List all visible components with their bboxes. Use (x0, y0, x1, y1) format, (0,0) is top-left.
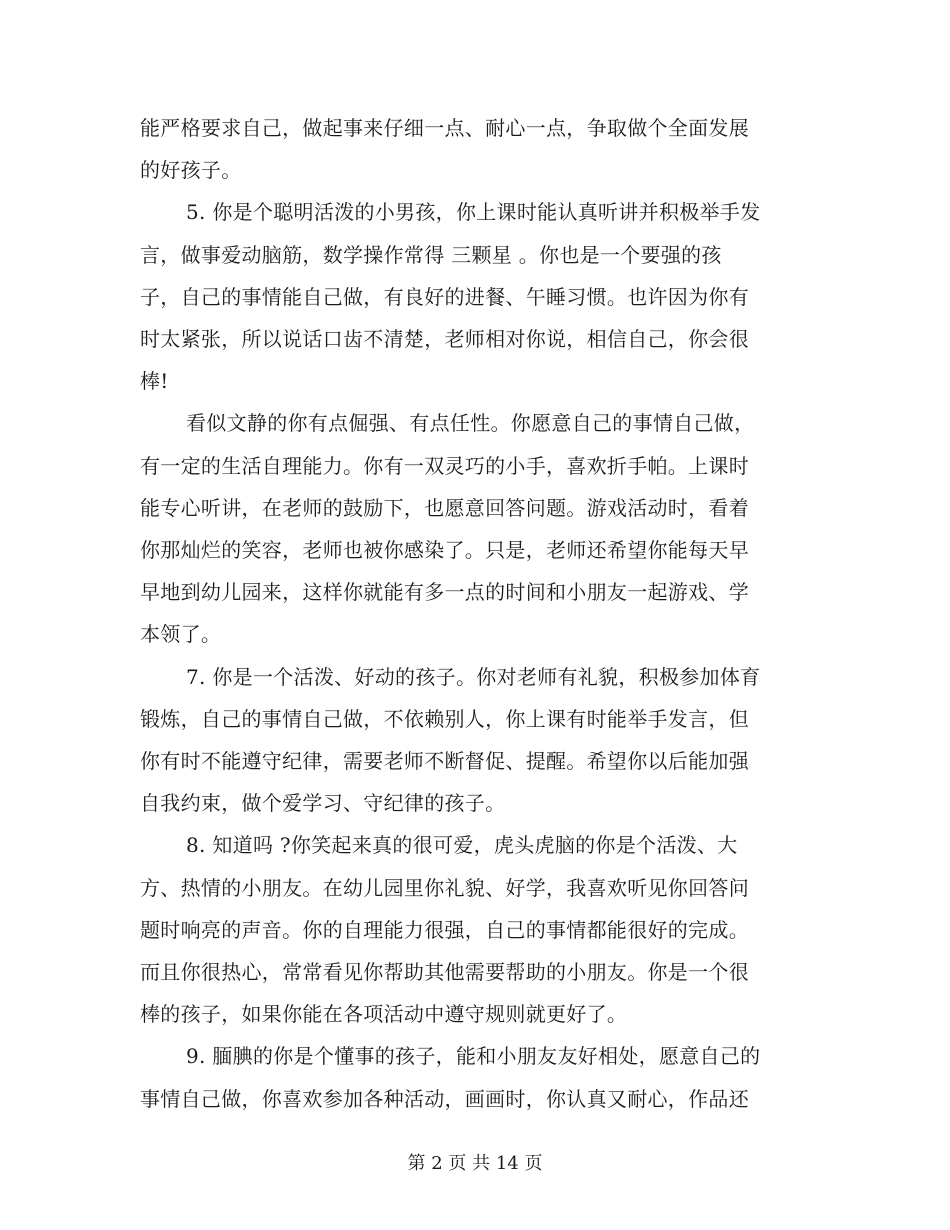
text-line: 9. 腼腆的你是个懂事的孩子，能和小朋友友好相处，愿意自己的 (186, 1044, 761, 1068)
text-line: 子，自己的事情能自己做，有良好的进餐、午睡习惯。也许因为你有 (140, 285, 749, 309)
text-line: 本领了。 (140, 622, 222, 646)
text-line: 8. 知道吗 ?你笑起来真的很可爱，虎头虎脑的你是个活泼、大 (186, 833, 738, 857)
text-line: 锻炼，自己的事情自己做，不依赖别人，你上课有时能举手发言，但 (140, 707, 749, 731)
text-line: 时太紧张，所以说话口齿不清楚，老师相对你说，相信自己，你会很 (140, 327, 749, 351)
text-line: 棒! (140, 369, 169, 393)
text-line: 5. 你是个聪明活泼的小男孩，你上课时能认真听讲并积极举手发 (186, 200, 761, 224)
text-line: 看似文静的你有点倔强、有点任性。你愿意自己的事情自己做， (186, 411, 755, 435)
page-number-footer: 第 2 页 共 14 页 (407, 1153, 543, 1174)
text-line: 早地到幼儿园来，这样你就能有多一点的时间和小朋友一起游戏、学 (140, 580, 749, 604)
text-line: 事情自己做，你喜欢参加各种活动，画画时，你认真又耐心，作品还 (140, 1087, 749, 1111)
text-line: 言，做事爱动脑筋，数学操作常得 三颗星 。你也是一个要强的孩 (140, 243, 722, 267)
text-line: 方、热情的小朋友。在幼儿园里你礼貌、好学，我喜欢听见你回答问 (140, 876, 749, 900)
text-line: 能严格要求自己，做起事来仔细一点、耐心一点，争取做个全面发展 (140, 116, 749, 140)
text-line: 你有时不能遵守纪律，需要老师不断督促、提醒。希望你以后能加强 (140, 749, 749, 773)
text-line: 你那灿烂的笑容，老师也被你感染了。只是，老师还希望你能每天早 (140, 538, 749, 562)
text-line: 能专心听讲，在老师的鼓励下，也愿意回答问题。游戏活动时，看着 (140, 496, 749, 520)
text-line: 棒的孩子，如果你能在各项活动中遵守规则就更好了。 (140, 1002, 628, 1026)
text-line: 而且你很热心，常常看见你帮助其他需要帮助的小朋友。你是一个很 (140, 960, 749, 984)
text-line: 7. 你是一个活泼、好动的孩子。你对老师有礼貌，积极参加体育 (186, 665, 761, 689)
text-line: 有一定的生活自理能力。你有一双灵巧的小手，喜欢折手帕。上课时 (140, 454, 749, 478)
text-line: 的好孩子。 (140, 158, 242, 182)
text-line: 自我约束，做个爱学习、守纪律的孩子。 (140, 791, 506, 815)
text-line: 题时响亮的声音。你的自理能力很强，自己的事情都能很好的完成。 (140, 918, 749, 942)
